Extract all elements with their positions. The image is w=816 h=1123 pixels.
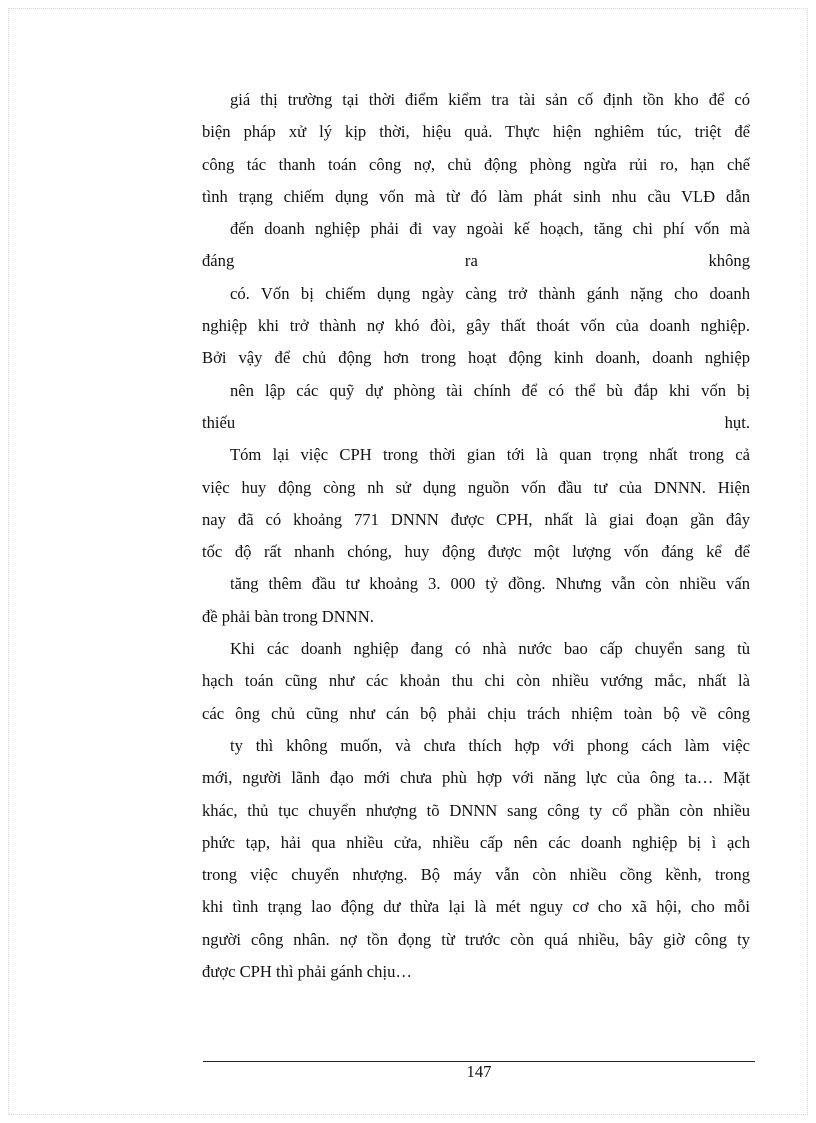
text-line: mới, người lãnh đạo mới chưa phù hợp với năng lực của ông ta… Mặt <box>202 768 750 788</box>
body-text <box>202 84 750 988</box>
text-line: phức tạp, hải qua nhiều cửa, nhiều cấp nên các doanh nghiệp bị ì ạch <box>202 832 750 852</box>
text-line: nên lập các quỹ dự phòng tài chính để có thể bù đắp khi vốn bị <box>230 380 750 400</box>
text-line: đến doanh nghiệp phải đi vay ngoài kế hoạch, tăng chi phí vốn mà <box>230 219 750 239</box>
text-line: khi tình trạng lao động dư thừa lại là mét nguy cơ cho xã hội, cho mỗi <box>202 897 750 917</box>
text-line: công tác thanh toán công nợ, chủ động phòng ngừa rủi ro, hạn chế <box>202 154 750 174</box>
text-line: tốc độ rất nhanh chóng, huy động được một lượng vốn đáng kể để <box>202 542 750 562</box>
text-line: đáng ra không <box>202 251 750 271</box>
text-line: nghiệp khi trở thành nợ khó đòi, gây thất thoát vốn của doanh nghiệp. <box>202 316 750 336</box>
text-line: trong việc chuyển nhượng. Bộ máy vẫn còn nhiều cồng kềnh, trong <box>202 865 750 885</box>
page-number: 147 <box>466 1062 492 1081</box>
text-line: đề phải bàn trong DNNN. <box>202 606 374 626</box>
text-line: việc huy động còng nh sử dụng nguồn vốn đầu tư của DNNN. Hiện <box>202 477 750 497</box>
text-line: thiếu hụt. <box>202 412 750 432</box>
text-line: hạch toán cũng như các khoản thu chi còn nhiều vướng mắc, nhất là <box>202 671 750 691</box>
text-line: người công nhân. nợ tồn đọng từ trước còn quá nhiều, bây giờ công ty <box>202 929 750 949</box>
text-line: được CPH thì phải gánh chịu… <box>202 962 412 982</box>
text-line: biện pháp xử lý kịp thời, hiệu quả. Thực hiện nghiêm túc, triệt để <box>202 122 750 142</box>
text-line: tăng thêm đầu tư khoảng 3. 000 tỷ đồng. Nhưng vẫn còn nhiều vấn <box>230 574 750 594</box>
text-line: Bởi vậy để chủ động hơn trong hoạt động kinh doanh, doanh nghiệp <box>202 348 750 368</box>
text-line: Khi các doanh nghiệp đang có nhà nước bao cấp chuyển sang tù <box>230 639 750 659</box>
text-line: ty thì không muốn, và chưa thích hợp với phong cách làm việc <box>230 735 750 755</box>
text-line: nay đã có khoảng 771 DNNN được CPH, nhất là giai đoạn gần đây <box>202 509 750 529</box>
text-line: các ông chủ cũng như cán bộ phải chịu trách nhiệm toàn bộ về công <box>202 703 750 723</box>
text-line: có. Vốn bị chiếm dụng ngày càng trở thành gánh nặng cho doanh <box>230 283 750 303</box>
text-line: Tóm lại việc CPH trong thời gian tới là quan trọng nhất trong cả <box>230 445 750 465</box>
text-line: giá thị trường tại thời điểm kiểm tra tài sản cố định tồn kho để có <box>230 90 750 109</box>
text-line: tình trạng chiếm dụng vốn mà từ đó làm phát sinh nhu cầu VLĐ dẫn <box>202 186 750 206</box>
text-line: khác, thủ tục chuyển nhượng tõ DNNN sang công ty cổ phần còn nhiều <box>202 800 750 820</box>
